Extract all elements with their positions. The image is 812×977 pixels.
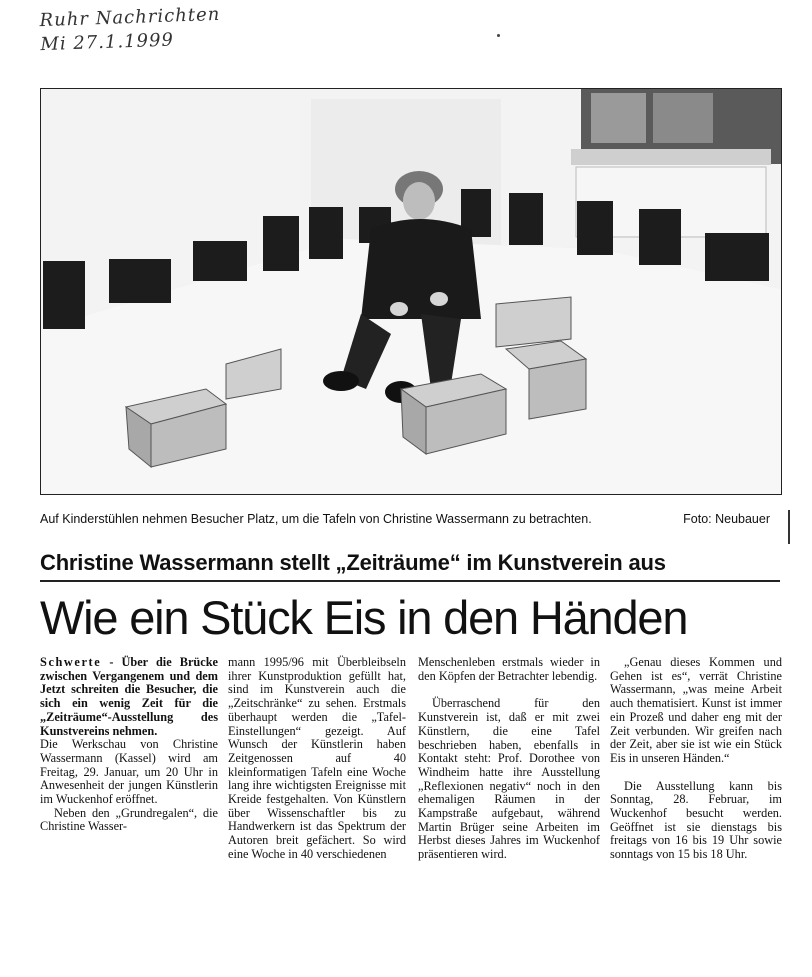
handnote-date: Mi 27.1.1999 [40, 29, 175, 56]
paragraph-kontakt: Überraschend für den Kunstverein ist, daß er mit zwei Künstlern, die eine Tafel beschrieben haben, ebenfalls in Kontakt steht: Prof. Dorothee von Windheim hatte ihre Ausstellung „Reflexionen negativ“ noch in den ehemaligen Räumen in der Kampstraße aufgebaut, während Martin Brüger seine Arbeiten im Herbst dieses Jahres im Wuckenhof präsentieren wird. [418, 696, 600, 862]
headline-rule [40, 580, 780, 582]
paragraph-tafeln: mann 1995/96 mit Überbleibseln ihrer Kunstproduktion gefüllt hat, sind im Kunstverein auch die „Zeitschränke“ zu sehen. Erstmals überhaupt werden die „Tafel-Einstellungen“ gezeigt. Auf Wunsch der Künstlerin haben Zeitgenossen auf 40 kleinformatigen Tafeln eine Woche lang ihre wichtigsten Ereignisse mit Kreide festgehalten. Von Künstlern über Wissenschaftler bis zu Handwerkern ist das Spektrum der Autoren breit gefächert. So wird eine Woche in 40 verschiedenen [228, 655, 406, 861]
lead-paragraph [40, 656, 218, 738]
article-column-2 [228, 656, 406, 862]
scan-edge-mark [788, 510, 790, 544]
caption-text: Auf Kinderstühlen nehmen Besucher Platz, um die Tafeln von Christine Wassermann zu betrachten. [40, 512, 592, 526]
paragraph-opening-hours: Die Ausstellung kann bis Sonntag, 28. Februar, im Wuckenhof besucht werden. Geöffnet ist sie dienstags bis freitags von 16 bis 19 Uhr sowie sonntags von 15 bis 18 Uhr. [610, 778, 782, 862]
handnote-newspaper: Ruhr Nachrichten [39, 3, 221, 32]
article-subheadline: Christine Wassermann stellt „Zeiträume“ im Kunstverein aus [40, 550, 666, 575]
article-photo [40, 88, 782, 495]
lead-text: - Über die Brücke zwischen Vergangenem und dem Jetzt schreiten die Besucher, die sich ein wenig Zeit für die „Zeiträume“-Ausstellung des Kunstvereins nehmen. [40, 655, 218, 738]
article-column-1 [40, 656, 218, 834]
paragraph-quote: „Genau dieses Kommen und Gehen ist es“, verrät Christine Wassermann, „was meine Arbeit auch thematisiert. Kunst ist immer ein Prozeß und daher eng mit der Zeit verbunden. Wir greifen nach der Zeit, aber sie ist wie ein Stück Eis in unseren Händen.“ [610, 655, 782, 765]
photo-credit: Foto: Neubauer [683, 512, 770, 526]
article-column-3 [418, 656, 600, 862]
scan-speck [497, 34, 500, 37]
handwritten-source-note [39, 3, 221, 57]
gallery-photo-icon [41, 89, 781, 494]
article-headline: Wie ein Stück Eis in den Händen [40, 591, 688, 644]
paragraph-tafeln-end: Menschenleben erstmals wieder in den Köpfen der Betrachter lebendig. [418, 655, 600, 683]
article-column-4 [610, 656, 782, 862]
paragraph-opening: Die Werkschau von Christine Wassermann (Kassel) wird am Freitag, 29. Januar, um 20 Uhr in Anwesenheit der jungen Künstlerin im Wuckenhof eröffnet. [40, 737, 218, 807]
paragraph-grundregale: Neben den „Grundregalen“, die Christine Wasser- [40, 805, 218, 834]
dateline: Schwerte [40, 655, 102, 669]
